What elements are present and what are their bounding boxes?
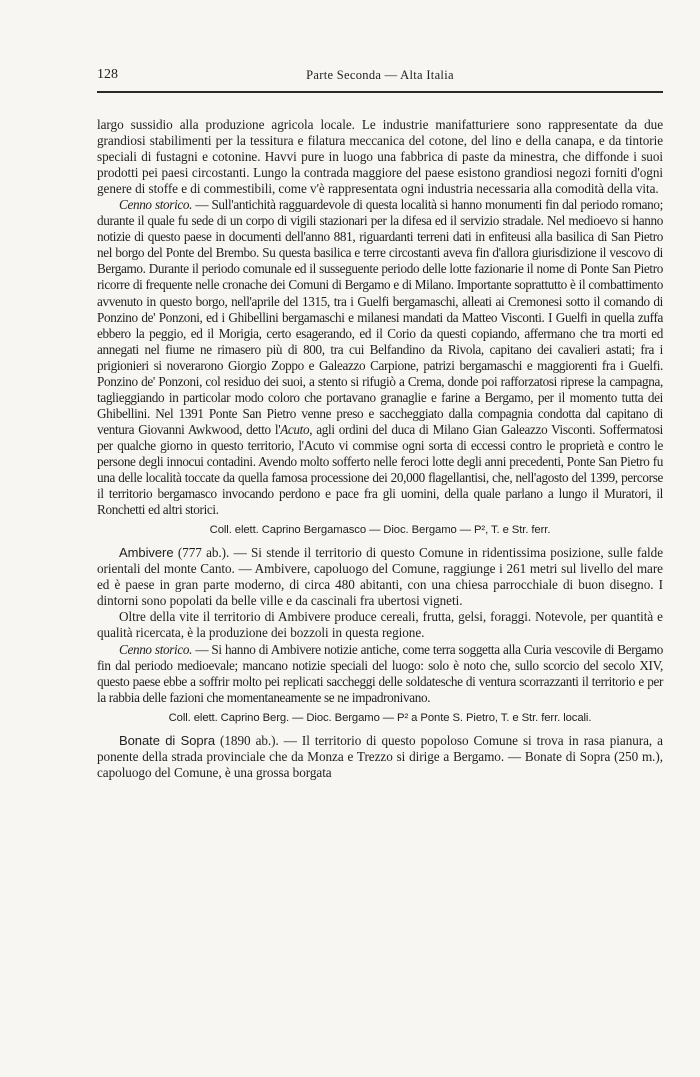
- cenno-storico-label: Cenno storico.: [119, 641, 193, 657]
- cenno-storico-label: Cenno storico.: [119, 197, 193, 213]
- entry-title: Ambivere: [119, 545, 174, 561]
- history-text: — Sull'antichità ragguardevole di questa località si hanno monumenti fin dal periodo romano; durante il quale fu sede di un corpo di vigili stazionari per la difesa ed il servizio stradale. Nel medioevo si hanno notizie di questo paese in documenti dell'anno 881, riguardanti terreni dati in enfiteusi alla basilica di San Pietro nel borgo del Ponte del Brembo. Su questa basilica e terre circostanti aveva fin d'allora giurisdizione il vescovo di Bergamo. Durante il periodo comunale ed il susseguente periodo delle lotte fazionarie il nome di Ponte San Pietro ricorre di frequente nelle cronache dei Comuni di Bergamo e di Milano. Importante soprattutto è il combattimento avvenuto in questo borgo, nell'aprile del 1315, tra i Guelfi bergamaschi, alleati ai Cremonesi sotto il comando di Ponzino de' Ponzoni, ed i Ghibellini bergamaschi e milanesi mandati da Matteo Visconti. I Guelfi in quella zuffa ebbero la peggio, ed il Morigia, certo esagerando, ed il Corio da questi copiando, affermano che tra morti ed annegati nel fiume ne rimasero più di 800, tra cui Belfandino da Rivola, capitano dei cavalieri astati; fra i prigionieri si noverarono Giorgio Zoppo e Galeazzo Carpione, patrizi bergamaschi e maggiorenti fra i Guelfi. Ponzino de' Ponzoni, col residuo dei suoi, a stento si rifugiò a Crema, donde poi rafforzatosi riprese la campagna, taglieggiando in particolar modo coloro che portavano granaglie e farine a Bergamo, per il momento tutta dei Ghibellini. Nel 1391 Ponte San Pietro venne preso e saccheggiato dalla compagnia condotta dal capitano di ventura Giovanni Awkwood, detto l': [97, 197, 663, 437]
- page-header: [97, 64, 663, 86]
- entry-text: (1890 ab.). — Il territorio di questo popoloso Comune si trova in rasa pianura, a ponente della strada provinciale che da Monza e Trezzo si dirige a Bergamo. — Bonate di Sopra (250 m.), capoluogo del Comune, è una grossa borgata: [97, 732, 663, 780]
- ambivere-history-text: — Si hanno di Ambivere notizie antiche, come terra soggetta alla Curia vescovile di Bergamo fin dal periodo medioevale; mancano notizie speciali del luogo: solo è noto che, sullo scorcio del secolo XIV, questo paese ebbe a soffrir molto pei replicati saccheggi delle soldatesche di ventura scorrazzanti il territorio e per la rabbia delle fazioni che momentaneamente se ne impadronivano.: [97, 641, 663, 705]
- entry-ambivere: [97, 545, 663, 609]
- entry-title: Bonate di Sopra: [119, 732, 216, 748]
- electoral-note: Coll. elett. Caprino Bergamasco — Dioc. Bergamo — P², T. e Str. ferr.: [209, 524, 551, 537]
- electoral-note: Coll. elett. Caprino Berg. — Dioc. Bergamo — P² a Ponte S. Pietro, T. e Str. ferr. locali.: [168, 711, 592, 724]
- paragraph-history: [97, 197, 663, 518]
- page-number: 128: [97, 67, 118, 82]
- entry-text: (777 ab.). — Si stende il territorio di questo Comune in ridentissima posizione, sulle falde orientali del monte Canto. — Ambivere, capoluogo del Comune, raggiunge i 261 metri sul livello del mare ed è paese in gran parte moderno, di circa 480 abitanti, con una chiesa parrocchiale di buon disegno. I dintorni sono popolati da belle ville e da cascinali fra ubertosi vigneti.: [97, 545, 663, 609]
- paragraph-industry: largo sussidio alla produzione agricola locale. Le industrie manifatturiere sono rappresentate da due grandiosi stabilimenti per la tessitura e filatura meccanica del cotone, del lino e della canapa, e da tintorie speciali di fustagni e cotonine. Havvi pure in luogo una fabbrica di paste da minestra, che diffonde i suoi prodotti pei paesi circostanti. Lungo la contrada maggiore del paese esistono grandiosi negozi forniti d'ogni genere di stoffe e di commestibili, come v'è rappresentata ogni industria necessaria alla comodità della vita.: [97, 117, 663, 197]
- acuto-name: Acuto: [280, 421, 310, 437]
- running-title: Parte Seconda — Alta Italia: [306, 68, 454, 82]
- page-body: [97, 117, 663, 781]
- paragraph-ambivere-history: [97, 642, 663, 706]
- entry-bonate-di-sopra: [97, 733, 663, 781]
- history-text-cont: , agli ordini del duca di Milano Gian Galeazzo Visconti. Soffermatosi per qualche giorno in questo territorio, l'Acuto vi commise ogni sorta di eccessi contro le proprietà e contro le persone degli innocui contadini. Avendo molto sofferto nelle feroci lotte degli anni precedenti, Ponte San Pietro fu una delle località toccate da quella famosa processione dei 20,000 flagellantisi, che, nell'agosto del 1399, percorse il territorio bergamasco invocando perdono e pace fra gli uomini, della quale parlano a lungo il Muratori, il Ronchetti ed altri storici.: [97, 421, 663, 518]
- header-rule: [97, 91, 663, 93]
- paragraph-ambivere-products: Oltre della vite il territorio di Ambivere produce cereali, frutta, gelsi, foraggi. Notevole, per quantità e qualità ricercata, è la produzione dei bozzoli in questa regione.: [97, 609, 663, 641]
